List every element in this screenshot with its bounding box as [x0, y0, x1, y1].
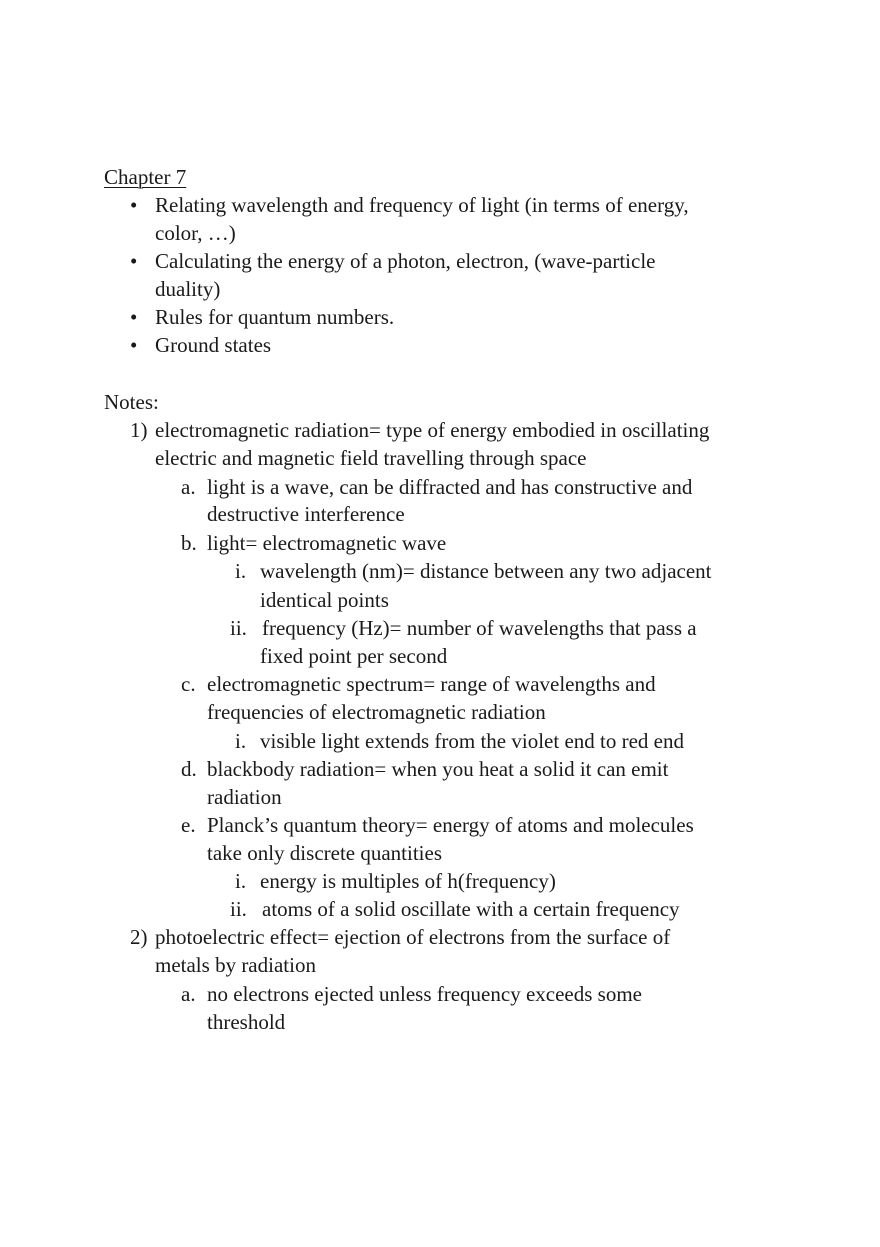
- note-line: Planck’s quantum theory= energy of atoms and molecules: [207, 813, 694, 837]
- note-line: light is a wave, can be diffracted and has constructive and: [207, 475, 693, 499]
- note-line: threshold: [207, 1010, 286, 1034]
- subsubitem-marker: i.: [235, 869, 247, 893]
- note-line: electromagnetic spectrum= range of wavelengths and: [207, 672, 656, 696]
- bullet-marker: •: [130, 333, 138, 357]
- subsubitem-marker: ii.: [230, 897, 247, 921]
- note-line: identical points: [260, 588, 389, 612]
- note-line: visible light extends from the violet end to red end: [260, 729, 684, 753]
- topic-line: Calculating the energy of a photon, electron, (wave-particle: [155, 249, 656, 273]
- subsubitem-marker: ii.: [230, 616, 247, 640]
- subitem-marker: a.: [181, 982, 196, 1006]
- bullet-marker: •: [130, 193, 138, 217]
- note-line: energy is multiples of h(frequency): [260, 869, 556, 893]
- chapter-title: Chapter 7: [104, 165, 187, 189]
- note-line: frequencies of electromagnetic radiation: [207, 700, 546, 724]
- note-line: take only discrete quantities: [207, 841, 443, 865]
- note-line: frequency (Hz)= number of wavelengths that pass a: [262, 616, 697, 640]
- topic-line: Rules for quantum numbers.: [155, 305, 395, 329]
- note-line: electromagnetic radiation= type of energy embodied in oscillating: [155, 418, 710, 442]
- item-marker: 2): [130, 925, 148, 949]
- note-line: wavelength (nm)= distance between any two adjacent: [260, 559, 712, 583]
- note-line: photoelectric effect= ejection of electrons from the surface of: [155, 925, 671, 949]
- topic-line: Ground states: [155, 333, 272, 357]
- subitem-marker: d.: [181, 757, 197, 781]
- item-marker: 1): [130, 418, 148, 442]
- note-line: metals by radiation: [155, 953, 316, 977]
- notes-heading: Notes:: [104, 390, 159, 414]
- bullet-marker: •: [130, 249, 138, 273]
- subitem-marker: a.: [181, 475, 196, 499]
- subsubitem-marker: i.: [235, 729, 247, 753]
- note-line: atoms of a solid oscillate with a certain frequency: [262, 897, 680, 921]
- topic-line: Relating wavelength and frequency of light (in terms of energy,: [155, 193, 689, 217]
- note-line: destructive interference: [207, 502, 405, 526]
- note-line: radiation: [207, 785, 282, 809]
- note-line: light= electromagnetic wave: [207, 531, 447, 555]
- subitem-marker: e.: [181, 813, 196, 837]
- note-line: blackbody radiation= when you heat a solid it can emit: [207, 757, 669, 781]
- topic-line: duality): [155, 277, 221, 301]
- subsubitem-marker: i.: [235, 559, 247, 583]
- subitem-marker: c.: [181, 672, 196, 696]
- note-line: no electrons ejected unless frequency exceeds some: [207, 982, 642, 1006]
- note-line: fixed point per second: [260, 644, 448, 668]
- subitem-marker: b.: [181, 531, 197, 555]
- note-line: electric and magnetic field travelling through space: [155, 446, 587, 470]
- topic-line: color, …): [155, 221, 236, 245]
- bullet-marker: •: [130, 305, 138, 329]
